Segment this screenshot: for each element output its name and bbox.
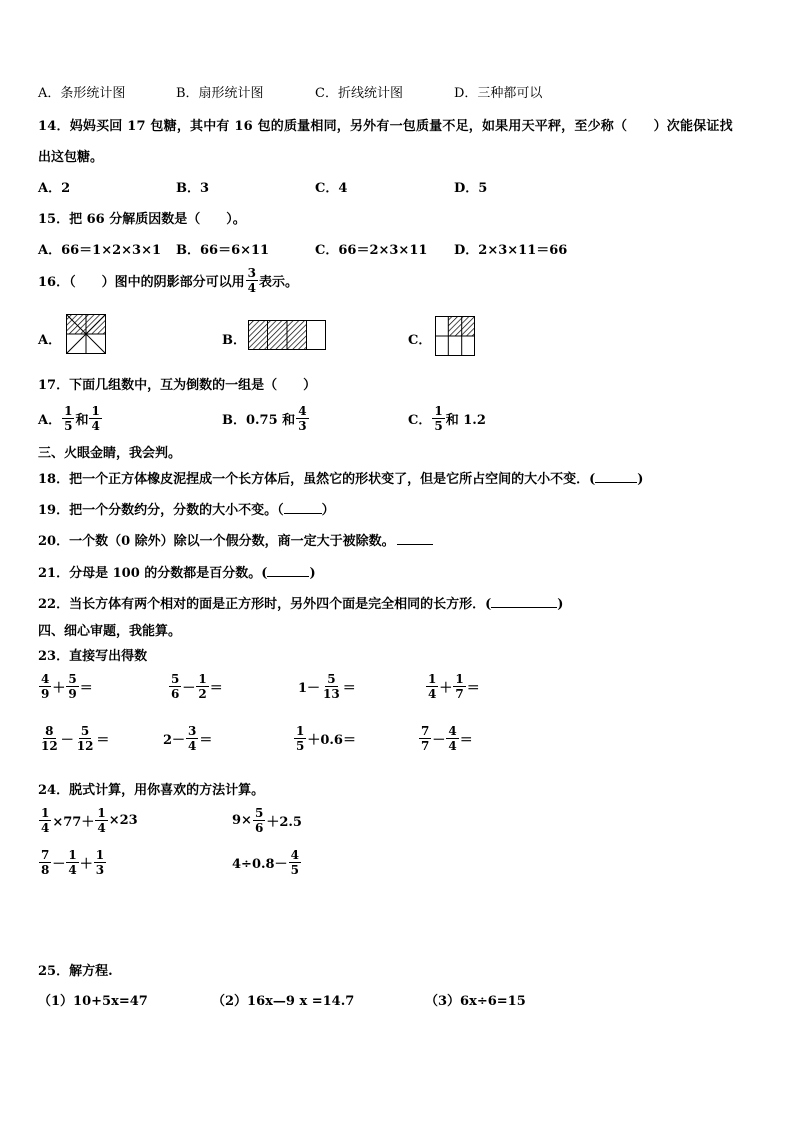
q17-text: 17．下面几组数中，互为倒数的一组是（ ） [38,378,317,393]
q25-equation-3: （3）6x÷6=15 [425,994,526,1009]
q16-option-a-label: A． [38,333,62,348]
q18-text: 18．把一个正方体橡皮泥捏成一个长方体后，虽然它的形状变了，但是它所占空间的大小不变．( ) [38,472,644,487]
q16-option-b-label: B． [222,333,246,348]
q15-option-b: B．66＝6×11 [176,243,270,258]
q16-post: 表示。 [258,275,298,290]
q23-title: 23．直接写出得数 [38,649,148,664]
q21-text: 21．分母是 100 的分数都是百分数。( ) [38,566,316,581]
q24-expr1: $\frac{1}{4}$ ×77＋ $\frac{1}{4}$ ×23 [41,806,138,835]
q16-figure-b [248,320,326,350]
q17-option-b: B．0.75 和 $\frac{4}{3}$ [222,404,307,433]
q13-option-a: A．条形统计图 [38,86,126,101]
q23-eq5: $\frac{8}{12}$ － $\frac{5}{12}$ ＝ [41,724,110,753]
q14-option-d: D．5 [454,181,488,196]
q24-expr2: 9× $\frac{5}{6}$ ＋2.5 [232,806,302,835]
q25-equation-1: （1）10+5x=47 [38,994,148,1009]
q15-option-a: A．66＝1×2×3×1 [38,243,162,258]
q25-equation-2: （2）16x—9 x =14.7 [212,994,355,1009]
q16-figure-a [66,314,106,354]
q23-eq1: $\frac{4}{9}$ ＋ $\frac{5}{9}$ ＝ [41,672,93,701]
q15-option-c: C．66＝2×3×11 [315,243,428,258]
q23-eq4: $\frac{1}{4}$ ＋ $\frac{1}{7}$ ＝ [428,672,480,701]
q14-text-line1: 14．妈妈买回 17 包糖，其中有 16 包的质量相同，另外有一包质量不足，如果用天平秤，至少称（ ）次能保证找 [38,119,733,134]
q16-fraction: $\frac{3}{4}$ [247,266,256,295]
q13-option-c: C．折线统计图 [315,86,403,101]
q24-title: 24．脱式计算，用你喜欢的方法计算。 [38,783,265,798]
q20-text: 20．一个数（0 除外）除以一个假分数，商一定大于被除数。 [38,530,433,549]
section4-title: 四、细心审题，我能算。 [38,624,182,639]
q15-text: 15．把 66 分解质因数是（ ）。 [38,212,246,227]
q16-option-c-label: C． [408,333,432,348]
q16-figure-c [435,316,475,356]
q17-option-a: A． $\frac{1}{5}$ 和 $\frac{1}{4}$ [38,404,100,433]
q24-expr4: 4÷0.8－ $\frac{4}{5}$ [232,848,299,877]
q19-text: 19．把一个分数约分，分数的大小不变。（ ） [38,503,335,518]
q14-option-a: A．2 [38,181,71,196]
q14-option-c: C．4 [315,181,348,196]
q23-eq3: 1－ $\frac{5}{13}$ ＝ [298,672,356,701]
q16-pre: 16．（ ）图中的阴影部分可以用 [38,275,245,290]
q24-expr3: $\frac{7}{8}$ － $\frac{1}{4}$ ＋ $\frac{1}{3}$ [41,848,105,877]
q14-option-b: B．3 [176,181,210,196]
q23-eq6: 2－ $\frac{3}{4}$ ＝ [163,724,213,753]
section3-title: 三、火眼金睛，我会判。 [38,446,182,461]
q14-text-line2: 出这包糖。 [38,150,104,165]
q13-option-b: B．扇形统计图 [176,86,264,101]
q22-text: 22．当长方体有两个相对的面是正方形时，另外四个面是完全相同的长方形．( ) [38,597,564,612]
q25-title: 25．解方程. [38,964,113,979]
q13-option-d: D．三种都可以 [454,86,543,101]
q15-option-d: D．2×3×11＝66 [454,243,568,258]
q17-option-c: C． $\frac{1}{5}$ 和 1.2 [408,404,486,433]
q23-eq8: $\frac{7}{7}$ － $\frac{4}{4}$ ＝ [421,724,473,753]
q16-text [38,266,298,295]
q23-eq2: $\frac{5}{6}$ － $\frac{1}{2}$ ＝ [171,672,223,701]
q23-eq7: $\frac{1}{5}$ ＋0.6＝ [296,724,356,753]
